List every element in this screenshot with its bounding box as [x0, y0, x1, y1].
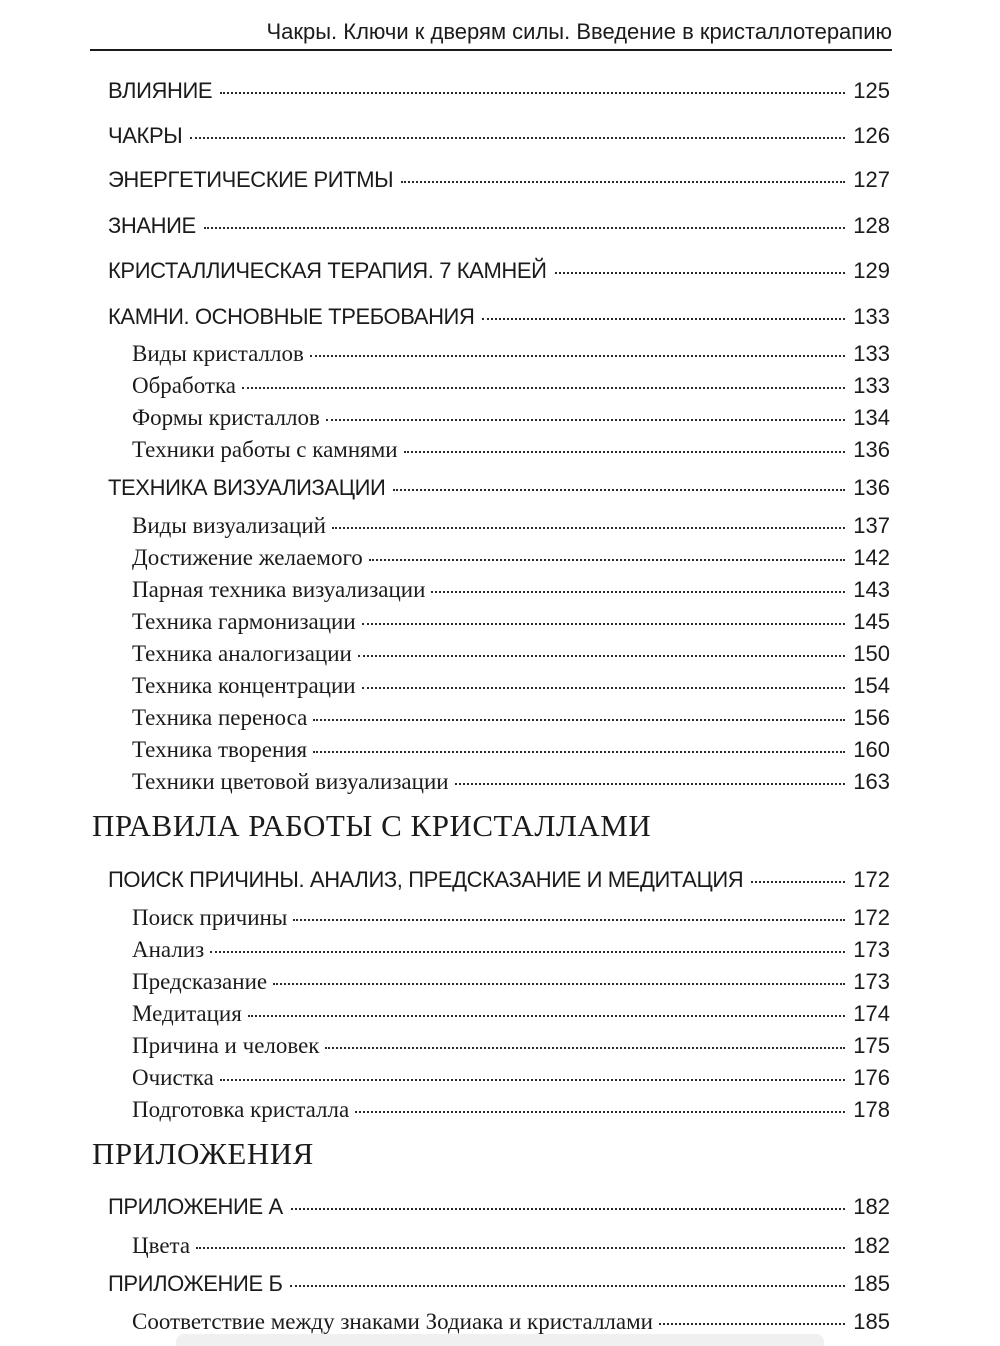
dot-leader [431, 591, 845, 593]
dot-leader [210, 951, 845, 953]
toc-subentry[interactable] [132, 768, 890, 796]
toc-chapter-entry[interactable] [108, 474, 890, 502]
toc-entry-title: КАМНИ. ОСНОВНЫЕ ТРЕБОВАНИЯ [108, 304, 475, 329]
toc-chapter-entry[interactable] [108, 1193, 890, 1221]
toc-subentry[interactable] [132, 1032, 890, 1060]
dot-leader [242, 387, 845, 389]
toc-subentry[interactable] [132, 1064, 890, 1092]
dot-leader [355, 1111, 845, 1113]
toc-entry-title: Обработка [132, 373, 237, 398]
toc-subentry[interactable] [132, 1096, 890, 1124]
toc-section-heading: ПРИЛОЖЕНИЯ [92, 1136, 314, 1171]
toc-entry-title: ЗНАНИЕ [108, 213, 196, 238]
dot-leader [220, 1079, 846, 1081]
toc-subentry[interactable] [132, 736, 890, 764]
toc-page-number: 182 [853, 1194, 890, 1219]
dot-leader [248, 1015, 845, 1017]
toc-entry-title: Техника творения [132, 737, 308, 762]
toc-subentry[interactable] [132, 704, 890, 732]
toc-entry-title: Причина и человек [132, 1033, 320, 1058]
toc-chapter-entry[interactable] [108, 1270, 890, 1298]
toc-page-number: 137 [853, 513, 890, 538]
running-head: Чакры. Ключи к дверям силы. Введение в кристаллотерапию [266, 19, 892, 44]
dot-leader [751, 881, 845, 883]
toc-entry-title: Цвета [132, 1233, 191, 1258]
dot-leader [393, 489, 845, 491]
toc-page-number: 136 [853, 437, 890, 462]
toc-subentry[interactable] [132, 936, 890, 964]
dot-leader [358, 655, 845, 657]
dot-leader [291, 1208, 846, 1210]
toc-entry-title: Медитация [132, 1001, 242, 1026]
dot-leader [362, 687, 846, 689]
toc-subentry[interactable] [132, 1232, 890, 1260]
toc-page-number: 156 [853, 705, 890, 730]
toc-subentry[interactable] [132, 608, 890, 636]
toc-entry-title: ТЕХНИКА ВИЗУАЛИЗАЦИИ [108, 475, 386, 500]
toc-page-number: 129 [853, 258, 890, 283]
toc-entry-title: ВЛИЯНИЕ [108, 78, 213, 103]
toc-page-number: 154 [853, 673, 890, 698]
toc-page-number: 185 [853, 1309, 890, 1334]
dot-leader [325, 1047, 845, 1049]
toc-page-number: 176 [853, 1065, 890, 1090]
toc-entry-title: Предсказание [132, 969, 268, 994]
dot-leader [482, 318, 845, 320]
dot-leader [401, 181, 845, 183]
toc-page-number: 150 [853, 641, 890, 666]
scrollbar-hint[interactable] [176, 1334, 824, 1346]
toc-subentry[interactable] [132, 512, 890, 540]
toc-entry-title: ПРИЛОЖЕНИЕ Б [108, 1271, 283, 1296]
toc-entry-title: ЭНЕРГЕТИЧЕСКИЕ РИТМЫ [108, 167, 394, 192]
toc-entry-title: Техника гармонизации [132, 609, 356, 634]
toc-page-number: 172 [853, 867, 890, 892]
toc-page-number: 145 [853, 609, 890, 634]
dot-leader [310, 355, 845, 357]
toc-page-number: 174 [853, 1001, 890, 1026]
toc-subentry[interactable] [132, 1308, 890, 1336]
toc-chapter-entry[interactable] [108, 77, 890, 105]
toc-subentry[interactable] [132, 372, 890, 400]
toc-subentry[interactable] [132, 436, 890, 464]
toc-entry-title: Техники цветовой визуализации [132, 769, 449, 794]
toc-subentry[interactable] [132, 968, 890, 996]
toc-subentry[interactable] [132, 640, 890, 668]
dot-leader [326, 419, 845, 421]
toc-entry-title: Техника аналогизации [132, 641, 352, 666]
toc-page-number: 133 [853, 341, 890, 366]
toc-subentry[interactable] [132, 404, 890, 432]
toc-subentry[interactable] [132, 904, 890, 932]
toc-page-number: 126 [853, 123, 890, 148]
toc-entry-title: Техника переноса [132, 705, 308, 730]
dot-leader [404, 451, 846, 453]
toc-entry-title: Техника концентрации [132, 673, 356, 698]
dot-leader [455, 783, 846, 785]
toc-subentry[interactable] [132, 672, 890, 700]
toc-entry-title: Парная техника визуализации [132, 577, 426, 602]
dot-leader [190, 137, 845, 139]
toc-page-number: 136 [853, 475, 890, 500]
toc-page-number: 172 [853, 905, 890, 930]
toc-entry-title: Достижение желаемого [132, 545, 363, 570]
toc-entry-title: ЧАКРЫ [108, 123, 183, 148]
toc-page-number: 127 [853, 167, 890, 192]
toc-chapter-entry[interactable] [108, 166, 890, 194]
dot-leader [313, 719, 845, 721]
toc-chapter-entry[interactable] [108, 122, 890, 150]
toc-page-number: 133 [853, 304, 890, 329]
toc-entry-title: ПРИЛОЖЕНИЕ А [108, 1194, 283, 1219]
dot-leader [220, 92, 845, 94]
dot-leader [293, 919, 845, 921]
toc-subentry[interactable] [132, 544, 890, 572]
toc-page-number: 134 [853, 405, 890, 430]
toc-entry-title: Очистка [132, 1065, 214, 1090]
dot-leader [659, 1323, 845, 1325]
toc-page-number: 175 [853, 1033, 890, 1058]
toc-page-number: 160 [853, 737, 890, 762]
dot-leader [369, 559, 845, 561]
toc-page-number: 182 [853, 1233, 890, 1258]
toc-entry-title: Формы кристаллов [132, 405, 320, 430]
toc-page-number: 173 [853, 969, 890, 994]
toc-entry-title: Виды кристаллов [132, 341, 304, 366]
dot-leader [196, 1247, 845, 1249]
dot-leader [555, 272, 846, 274]
toc-page-number: 128 [853, 213, 890, 238]
toc-entry-title: Соответствие между знаками Зодиака и кристаллами [132, 1309, 653, 1334]
toc-entry-title: Виды визуализаций [132, 513, 326, 538]
toc-entry-title: Поиск причины [132, 905, 288, 930]
toc-subentry[interactable] [132, 576, 890, 604]
toc-entry-title: КРИСТАЛЛИЧЕСКАЯ ТЕРАПИЯ. 7 КАМНЕЙ [108, 258, 547, 283]
toc-page-number: 173 [853, 937, 890, 962]
toc-entry-title: Техники работы с камнями [132, 437, 398, 462]
toc-page-number: 125 [853, 78, 890, 103]
toc-section-heading: ПРАВИЛА РАБОТЫ С КРИСТАЛЛАМИ [92, 808, 652, 843]
toc-subentry[interactable] [132, 1000, 890, 1028]
toc-chapter-entry[interactable] [108, 303, 890, 331]
dot-leader [332, 527, 845, 529]
toc-page-number: 178 [853, 1097, 890, 1122]
toc-page-number: 163 [853, 769, 890, 794]
toc-subentry[interactable] [132, 340, 890, 368]
toc-chapter-entry[interactable] [108, 866, 890, 894]
dot-leader [273, 983, 845, 985]
toc-chapter-entry[interactable] [108, 257, 890, 285]
toc-chapter-entry[interactable] [108, 212, 890, 240]
toc-page-number: 185 [853, 1271, 890, 1296]
toc-page-number: 143 [853, 577, 890, 602]
toc-page-number: 142 [853, 545, 890, 570]
toc-entry-title: Анализ [132, 937, 205, 962]
toc-entry-title: Подготовка кристалла [132, 1097, 350, 1122]
dot-leader [204, 227, 845, 229]
toc-entry-title: ПОИСК ПРИЧИНЫ. АНАЛИЗ, ПРЕДСКАЗАНИЕ И МЕДИТАЦИЯ [108, 867, 744, 892]
toc-page-number: 133 [853, 373, 890, 398]
dot-leader [290, 1285, 845, 1287]
dot-leader [362, 623, 846, 625]
dot-leader [313, 751, 845, 753]
